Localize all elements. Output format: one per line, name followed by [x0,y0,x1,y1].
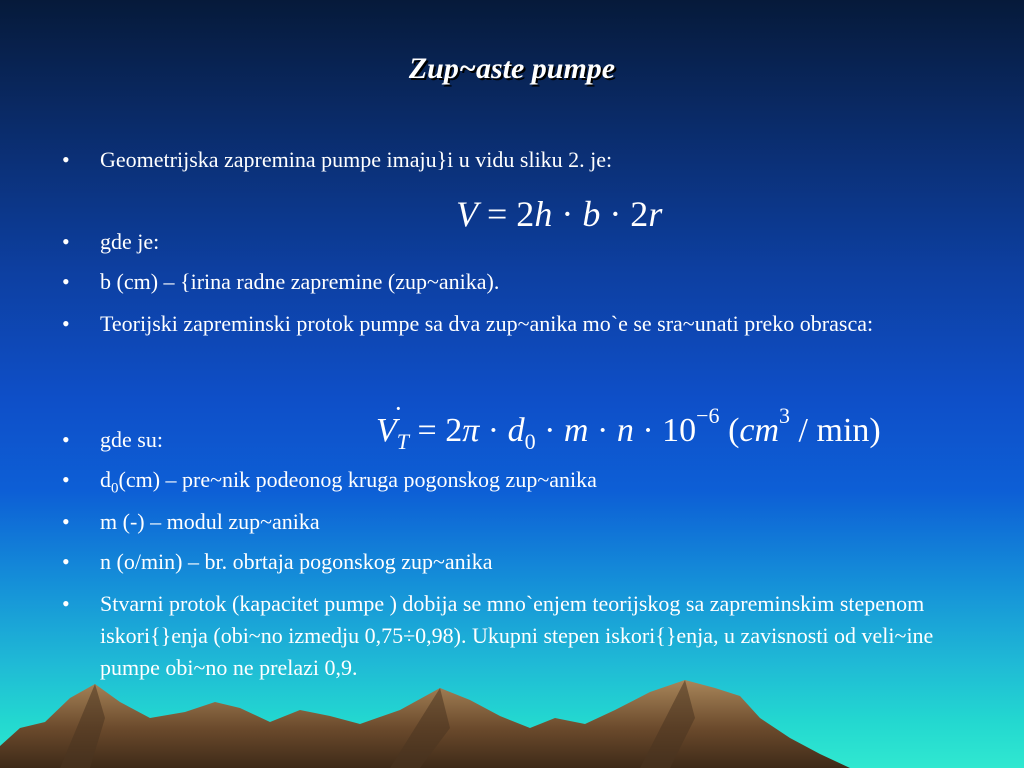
bullet-text: m (-) – modul zup~anika [100,509,320,534]
bullet-text-part: (cm) – pre~nik podeonog kruga pogonskog zup~anika [118,467,597,492]
bullet-text: gde su: [100,427,163,452]
bullet-dot: • [62,549,70,574]
bullet-item [62,266,962,298]
formula-symbol: = 2 [478,194,535,234]
formula-symbol: V [456,194,478,234]
formula-symbol: / min) [790,412,881,449]
bullet-dot: • [62,269,70,294]
bullet-text: Geometrijska zapremina pumpe imaju}i u vidu sliku 2. je: [100,147,613,172]
formula-symbol: 0 [524,429,536,454]
formula-symbol: h [534,194,553,234]
formula-symbol: r [648,194,663,234]
bullet-text: n (o/min) – br. obrtaja pogonskog zup~anika [100,549,493,574]
formula-symbol: π [462,412,480,449]
bullet-text: Stvarni protok (kapacitet pumpe ) dobija se mno`enjem teorijskog sa zapreminskim stepenom iskori{}enja (obi~no izmedju 0,75÷0,98). Ukupni stepen iskori{}enja, u zavisnosti od veli~ine pumpe obi~no ne prelazi 0,9. [100,591,934,680]
bullet-dot: • [62,467,70,492]
formula-symbol: · 2 [600,194,649,234]
bullet-dot: • [62,147,70,172]
formula-symbol: 3 [779,403,791,428]
bullet-dot: • [62,427,70,452]
formula-symbol: m [563,412,589,449]
bullet-dot: • [62,509,70,534]
bullet-dot: • [62,591,70,616]
bullet-item [62,464,962,504]
slide-title: Zup~aste pumpe [408,52,616,85]
formula-symbol: d [507,412,525,449]
formula-symbol: V [376,412,397,449]
bullet-text-part: 0 [111,480,119,497]
formula-symbol: ( [719,412,740,449]
formula-symbol: n [616,412,634,449]
formula-symbol: b [582,194,601,234]
bullet-item [62,424,962,456]
bullet-dot: • [62,229,70,254]
bullet-item [62,506,962,538]
formula-symbol: · [588,412,617,449]
bullet-text: gde je: [100,229,160,254]
bullet-text: Teorijski zapreminski protok pumpe sa dva zup~anika mo`e se sra~unati preko obrasca: [100,311,874,336]
formula-symbol: · [552,194,583,234]
formula-symbol: · [479,412,508,449]
bullet-item [62,308,962,340]
bullet-item [62,226,962,258]
formula-symbol: T [396,429,410,454]
formula-symbol: · 10 [633,412,697,449]
bullet-dot: • [62,311,70,336]
bullet-item [62,144,962,176]
formula-symbol: · [535,412,564,449]
bullet-text [100,464,962,504]
formula-symbol: −6 [696,403,720,428]
bullet-item [62,546,962,578]
mountain-range-decoration [0,658,1024,768]
v-dot-symbol: · V [376,394,403,449]
bullet-text-part: d [100,467,111,492]
formula-symbol: cm [739,412,780,449]
bullet-text: b (cm) – {irina radne zapremine (zup~anika). [100,269,500,294]
formula-symbol: = 2 [409,412,463,449]
